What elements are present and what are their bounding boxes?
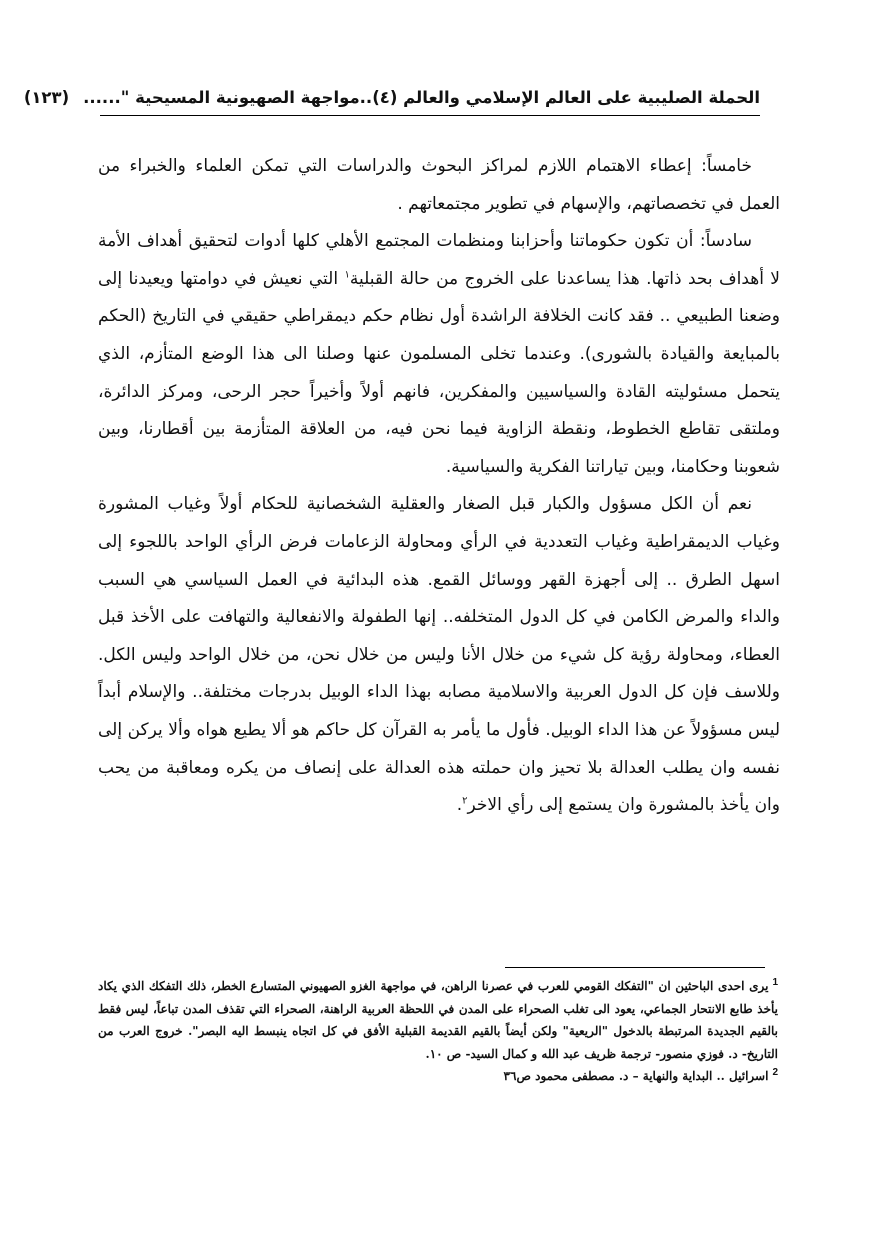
paragraph-fifth	[98, 148, 780, 223]
footnote-text: اسرائيل .. البداية والنهاية – د. مصطفى محمود ص٣٦	[503, 1069, 769, 1083]
paragraph-text: خامساً: إعطاء الاهتمام اللازم لمراكز البحوث والدراسات التي تمكن العلماء والخبراء من العمل في تخصصاتهم، والإسهام في تطوير مجتمعاتهم .	[98, 156, 780, 214]
footnote-reference-2[interactable]: ٢	[462, 795, 468, 807]
header-title: الحملة الصليبية على العالم الإسلامي والعالم (٤)..مواجهة الصهيونية المسيحية "......	[83, 88, 760, 107]
footnote-separator	[505, 967, 765, 968]
footnote-2	[98, 1065, 778, 1088]
paragraph-text: .	[456, 795, 463, 816]
paragraph-text: نعم أن الكل مسؤول والكبار قبل الصغار والعقلية الشخصانية للحكام أولاً وغياب المشورة وغياب الديمقراطية وغياب التعددية في الرأي ومحاولة الزعامات فرض الرأي الواحد باللجوء إلى اسهل الطرق .. إلى أجهزة القهر ووسائل القمع. هذه البدائية في العمل السياسي هي السبب والداء والمرض الكامن في كل الدول المتخلفه.. إنها الطفولة والانفعالية والتهافت على الأخذ قبل العطاء، ومحاولة رؤية كل شيء من خلال الأنا وليس من خلال نحن، من خلال الواحد وليس الكل. وللاسف فإن كل الدول العربية والاسلامية مصابه بهذا الداء الوبيل بدرجات مختلفة.. والإسلام أبداً ليس مسؤولاً عن هذا الداء الوبيل. فأول ما يأمر به القرآن كل حاكم هو ألا يطيع هواه وألا يركن إلى نفسه وان يطلب العدالة بلا تحيز وان حملته هذه العدالة على إنصاف من يكره ومعاقبة من يحب وان يأخذ بالمشورة وان يستمع إلى رأي الاخر	[98, 494, 780, 816]
paragraph-text: سادساً: أن تكون حكوماتنا وأحزابنا ومنظمات المجتمع الأهلي كلها أدوات لتحقيق أهداف الأمة لا أهداف بحد ذاتها. هذا يساعدنا على الخروج من حالة القبلية	[98, 231, 781, 289]
footnote-number: 2	[772, 1067, 778, 1078]
paragraph-text: التي نعيش في دوامتها ويعيدنا إلى وضعنا الطبيعي .. فقد كانت الخلافة الراشدة أول نظام حكم ديمقراطي حقيقي في التاريخ (الحكم بالمبايعة والقيادة بالشورى). وعندما تخلى المسلمون عنها وصلنا الى هذا الوضع المتأزم، الذي يتحمل مسئوليته القادة والسياسيين والمفكرين، فانهم أولاً وأخيراً حجر الرحى، ومركز الدائرة، وملتقى تقاطع الخطوط، ونقطة الزاوية فيما نحن فيه، من العلاقة المتأزمة بين أقطارنا، وبين شعوبنا وحكامنا، وبين تياراتنا الفكرية والسياسية.	[98, 268, 780, 477]
paragraph-sixth	[98, 223, 780, 486]
footnote-number: 1	[772, 977, 778, 988]
header-page-number: (١٢٣)	[23, 88, 70, 107]
header-rule	[100, 115, 760, 116]
footnote-text: يرى احدى الباحثين ان "التفكك القومي للعرب في عصرنا الراهن، في مواجهة الغزو الصهيوني المتسارع الخطر، ذلك التفكك الذي يكاد يأخذ طابع الانتحار الجماعي، يعود الى تغلب الصحراء على المدن في اللحظة العربية الراهنة، الصحراء التي تقذف المدن تباعاً، ليس فقط بالقيم الجديدة المرتبطة بالدخول "الريعية" ولكن أيضاً بالقيم القديمة القبلية الأفق في كل اتجاه ينبسط اليه البصر". خروج العرب من التاريخ- د. فوزي منصور- ترجمة ظريف عبد الله و كمال السيد- ص ١٠.	[98, 979, 778, 1061]
body-text	[98, 148, 780, 825]
footnote-reference-1[interactable]: ١	[344, 269, 350, 281]
running-header	[23, 88, 760, 107]
footnote-1	[98, 975, 778, 1065]
paragraph-responsibility	[98, 486, 780, 824]
footnotes	[98, 975, 778, 1088]
